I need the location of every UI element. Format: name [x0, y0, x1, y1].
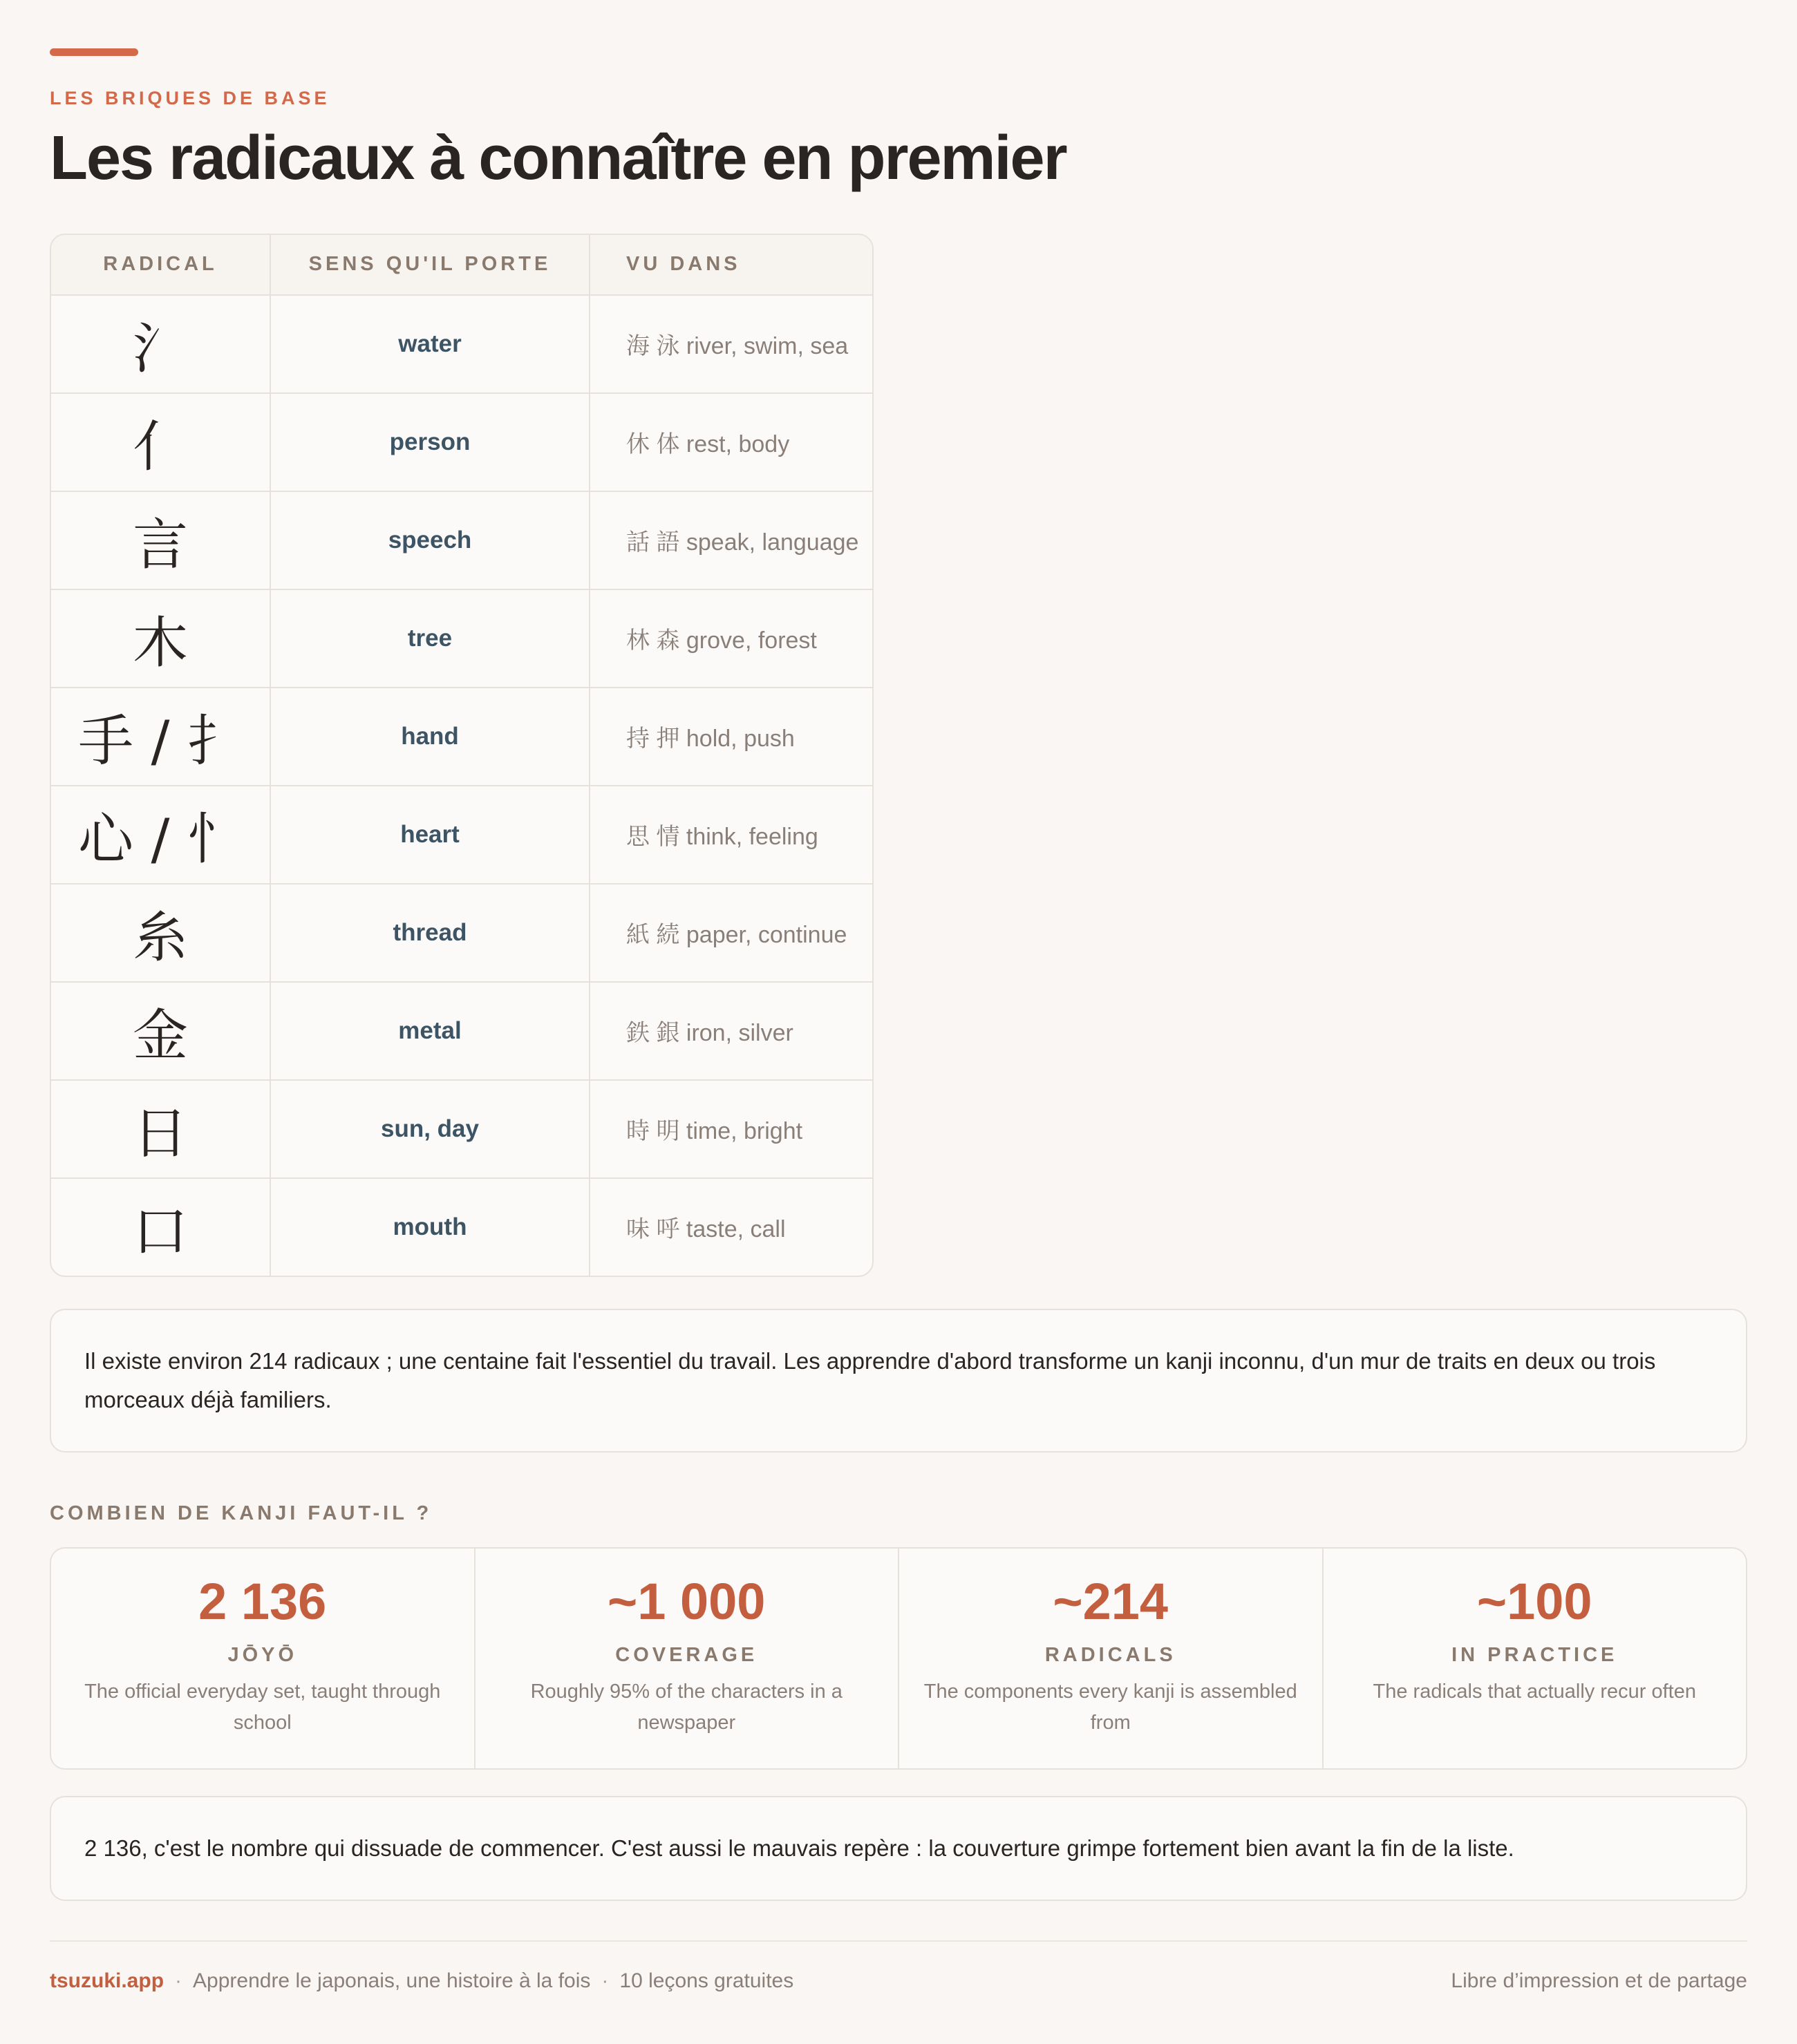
radical-glyph: 糸	[133, 905, 188, 969]
radical-examples: 時 明 time, bright	[626, 1118, 803, 1144]
radical-meaning: person	[389, 428, 471, 455]
radicals-note: Il existe environ 214 radicaux ; une centaine fait l'essentiel du travail. Les apprendre d'abord transforme un kanji inconnu, d'un mur de traits en deux ou trois morceaux déjà familiers.	[50, 1309, 1747, 1452]
stats-panel	[50, 1547, 1747, 1770]
radical-examples: 紙 続 paper, continue	[626, 922, 847, 948]
radical-examples: 海 泳 river, swim, sea	[626, 333, 849, 359]
radical-examples: 持 押 hold, push	[626, 726, 795, 752]
stat-description: The radicals that actually recur often	[1373, 1680, 1696, 1703]
radical-glyph: 口	[133, 1200, 188, 1264]
footer-license: Libre d’impression et de partage	[1451, 1969, 1747, 1992]
stat-value: ~1 000	[608, 1572, 766, 1630]
radical-glyph: 言	[133, 513, 188, 577]
stat-card-in-practice	[1322, 1549, 1747, 1768]
radical-glyph: 木	[133, 611, 188, 675]
stat-description: Roughly 95% of the characters in a newspaper	[530, 1680, 843, 1734]
table-row	[51, 392, 872, 491]
footer-lessons: 10 leçons gratuites	[619, 1969, 794, 1992]
separator-dot: ·	[601, 1969, 609, 1992]
radical-glyph: 日	[133, 1101, 188, 1166]
stat-value: ~100	[1476, 1572, 1592, 1630]
radical-examples: 休 体 rest, body	[626, 431, 790, 457]
radical-meaning: mouth	[393, 1213, 467, 1240]
radical-table	[50, 234, 874, 1277]
table-row	[51, 981, 872, 1079]
stat-card-coverage	[474, 1549, 898, 1768]
table-row	[51, 294, 872, 392]
accent-bar	[50, 48, 138, 56]
stats-section-label: COMBIEN DE KANJI FAUT-IL ?	[50, 1502, 433, 1524]
brand-link[interactable]: tsuzuki.app	[50, 1969, 164, 1992]
table-row	[51, 883, 872, 981]
stat-label: COVERAGE	[615, 1643, 758, 1666]
radical-examples: 林 森 grove, forest	[626, 627, 817, 654]
table-row	[51, 785, 872, 883]
radical-examples: 鉄 銀 iron, silver	[626, 1020, 793, 1046]
radical-meaning: sun, day	[381, 1115, 479, 1142]
radical-glyph: 手 / 扌	[78, 709, 243, 773]
eyebrow: LES BRIQUES DE BASE	[50, 88, 330, 108]
radical-glyph: 氵	[133, 316, 188, 381]
radical-meaning: thread	[393, 918, 467, 946]
separator-dot: ·	[175, 1969, 182, 1992]
radical-meaning: tree	[407, 624, 453, 652]
stat-card-joyo	[51, 1549, 474, 1768]
table-row	[51, 687, 872, 785]
radical-examples: 味 呼 taste, call	[626, 1216, 786, 1242]
stat-label: RADICALS	[1044, 1643, 1176, 1666]
radical-glyph: 亻	[133, 415, 188, 479]
table-row	[51, 491, 872, 589]
stat-label: JŌYŌ	[227, 1643, 298, 1666]
radical-glyph: 心 / 忄	[78, 807, 243, 871]
radical-meaning: metal	[398, 1016, 462, 1044]
table-row	[51, 589, 872, 687]
table-row	[51, 1079, 872, 1177]
radical-examples: 話 語 speak, language	[626, 529, 859, 556]
stat-description: The official everyday set, taught through school	[84, 1680, 441, 1734]
stat-value: ~214	[1053, 1572, 1169, 1630]
column-header-radical: RADICAL	[51, 235, 271, 294]
column-header-meaning: SENS QU'IL PORTE	[271, 235, 590, 294]
page-title: Les radicaux à connaître en premier	[50, 124, 1066, 193]
stat-label: IN PRACTICE	[1451, 1643, 1618, 1666]
radical-meaning: heart	[400, 820, 460, 848]
page	[50, 48, 1747, 1901]
count-note: 2 136, c'est le nombre qui dissuade de commencer. C'est aussi le mauvais repère : la couverture grimpe fortement bien avant la fin de la liste.	[50, 1796, 1747, 1901]
footer	[50, 1940, 1747, 1993]
radical-meaning: hand	[401, 722, 459, 750]
radical-meaning: speech	[388, 526, 472, 553]
column-header-examples: VU DANS	[626, 253, 741, 275]
footer-tagline: Apprendre le japonais, une histoire à la fois	[193, 1969, 591, 1992]
radical-examples: 思 情 think, feeling	[626, 824, 818, 850]
radical-meaning: water	[398, 330, 462, 357]
radical-glyph: 金	[133, 1003, 188, 1068]
stat-card-radicals	[898, 1549, 1322, 1768]
table-row	[51, 1177, 872, 1276]
stat-description: The components every kanji is assembled from	[923, 1680, 1297, 1734]
table-header	[51, 235, 872, 294]
stat-value: 2 136	[198, 1572, 327, 1630]
